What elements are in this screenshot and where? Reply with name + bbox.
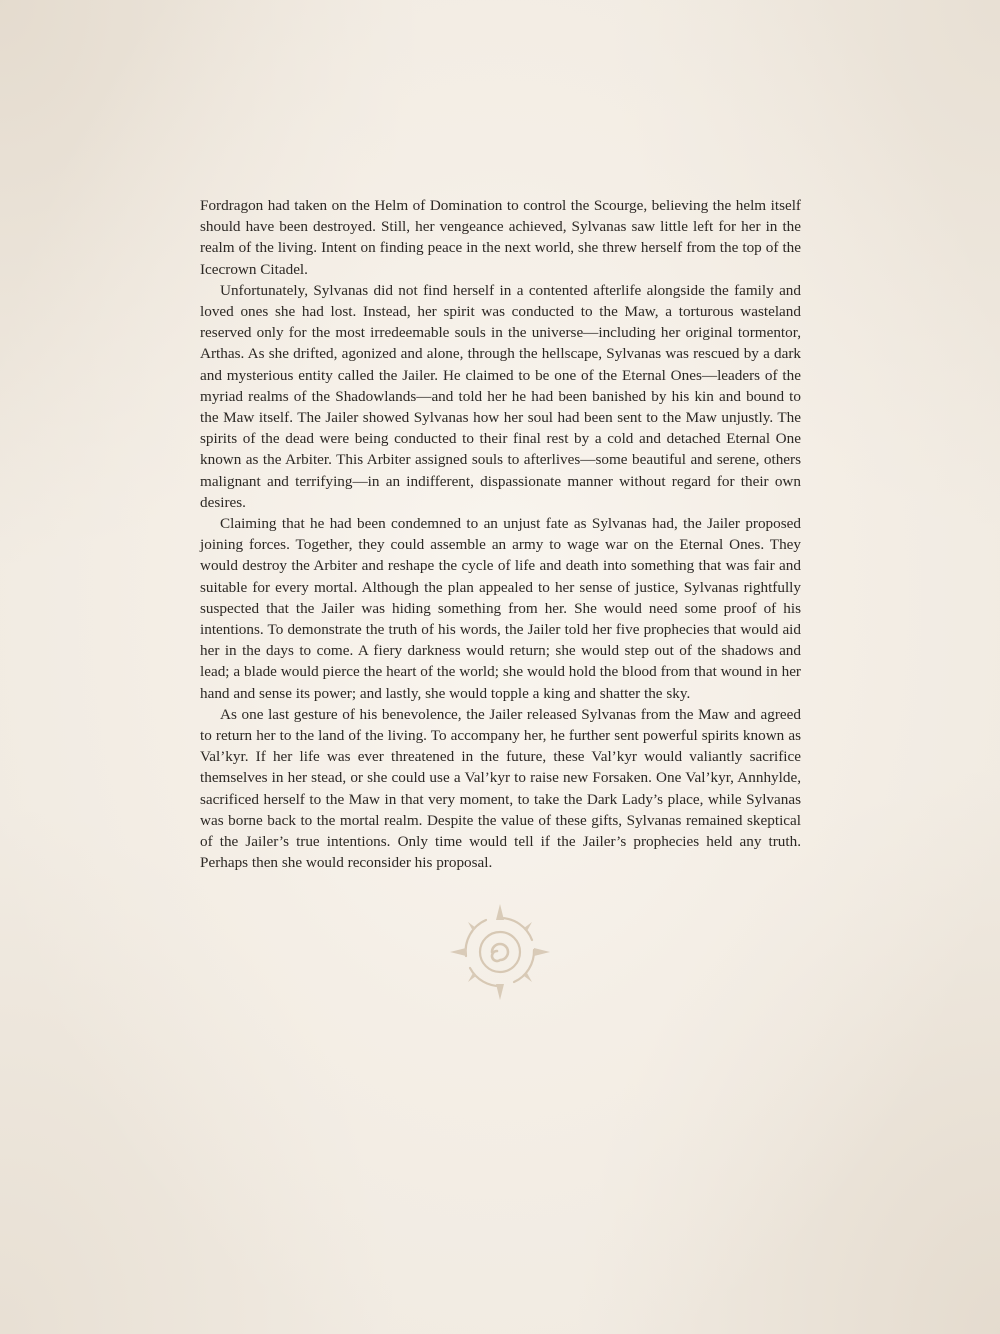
paragraph-2: Unfortunately, Sylvanas did not find herself in a contented afterlife alongside the family and loved ones she had lost. Instead, her spirit was conducted to the Maw, a torturous wasteland reserved only for the most irredeemable souls in the universe—including her original tormentor, Arthas. As she drifted, agonized and alone, through the hellscape, Sylvanas was rescued by a dark and mysterious entity called the Jailer. He claimed to be one of the Eternal Ones—leaders of the myriad realms of the Shadowlands—and told her he had been banished by his kin and bound to the Maw itself. The Jailer showed Sylvanas how her soul had been sent to the Maw unjustly. The spirits of the dead were being conducted to their final rest by a cold and detached Eternal One known as the Arbiter. This Arbiter assigned souls to afterlives—some beautiful and serene, others malignant and terrifying—in an indifferent, dispassionate manner without regard for their own desires. [200,281,801,511]
paragraph-3: Claiming that he had been condemned to an unjust fate as Sylvanas had, the Jailer proposed joining forces. Together, they could assemble an army to wage war on the Eternal Ones. They would destroy the Arbiter and reshape the cycle of life and death into something that was fair and suitable for every mortal. Although the plan appealed to her sense of justice, Sylvanas rightfully suspected that the Jailer was hiding something from her. She would need some proof of his intentions. To demonstrate the truth of his words, the Jailer told her five prophecies that would aid her in the days to come. A fiery darkness would return; she would step out of the shadows and lead; a blade would pierce the heart of the world; she would hold the blood from that wound in her hand and sense its power; and lastly, she would topple a king and shatter the sky. [200,515,801,702]
paragraph-4: As one last gesture of his benevolence, the Jailer released Sylvanas from the Maw and agreed to return her to the land of the living. To accompany her, he further sent powerful spirits known as Val’kyr. If her life was ever threatened in the future, these Val’kyr would valiantly sacrifice themselves in her stead, or she could use a Val’kyr to raise new Forsaken. One Val’kyr, Annhylde, sacrificed herself to the Maw in that very moment, to take the Dark Lady’s place, while Sylvanas was borne back to the mortal realm. Despite the value of these gifts, Sylvanas remained skeptical of the Jailer’s true intentions. Only time would tell if the Jailer’s prophecies held any truth. Perhaps then she would reconsider his proposal. [200,705,801,872]
compass-rose-icon [440,902,560,1002]
paragraph-1: Fordragon had taken on the Helm of Domination to control the Scourge, believing the helm itself should have been destroyed. Still, her vengeance achieved, Sylvanas saw little left for her in the realm of the living. Intent on finding peace in the next world, she threw herself from the top of the Icecrown Citadel. [200,197,801,278]
body-text [200,195,801,874]
